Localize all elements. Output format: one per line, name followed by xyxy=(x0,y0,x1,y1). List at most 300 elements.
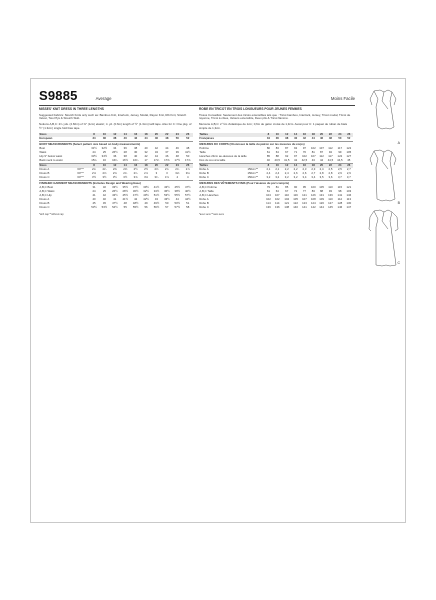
finished-value: 107 xyxy=(302,197,307,202)
finished-label: Robe A xyxy=(199,197,209,202)
size-value: 20 xyxy=(317,163,325,168)
measurement-value: 88 xyxy=(275,154,279,159)
measurement-value: 34½ xyxy=(101,154,108,159)
measurement-value: 44 xyxy=(320,158,324,163)
size-value: 22 xyxy=(326,133,335,137)
yardage-value: 3½ xyxy=(102,175,107,180)
measurement-value: 83 xyxy=(275,146,279,151)
yardage-label: Dress B xyxy=(39,171,50,176)
size-value: 10 xyxy=(273,133,282,137)
fabric-width: 150cm** xyxy=(247,175,259,180)
measurement-value: 40 xyxy=(144,146,148,151)
measurement-label: Bust xyxy=(39,146,45,151)
yardage-label: Robe C xyxy=(199,175,209,180)
finished-value: 45½ xyxy=(174,185,180,190)
finished-value: 45 xyxy=(92,201,96,206)
notions-fr: Mercerie A,B,C: 2 ½m d'élastique de 1cm; 0,6m de galon croisé de 1,3cm. Aussi pour C: 1 paquet de ruban de biais simple de 1,3cm. xyxy=(199,122,348,130)
size-value: 12 xyxy=(282,163,291,168)
difficulty-level-fr: Moins Facile xyxy=(330,96,355,101)
finished-value: 128 xyxy=(337,201,343,206)
measurement-label: Dos du cou à la taille xyxy=(199,158,226,163)
size-value: 26 xyxy=(182,163,193,168)
measurement-value: 99 xyxy=(338,150,342,155)
footnote-en: *with nap **without nap xyxy=(39,212,64,216)
view-c-label: C xyxy=(397,261,400,265)
finished-label: Robe C xyxy=(199,205,209,210)
footnote-fr: *avec sens **sans sens xyxy=(199,212,224,216)
finished-value: 47½ xyxy=(132,193,139,198)
finished-value: 42 xyxy=(134,197,138,202)
finished-value: 55 xyxy=(123,205,127,210)
finished-value: 43½ xyxy=(164,197,170,202)
measurement-value: 48 xyxy=(175,154,179,159)
finished-value: 116 xyxy=(293,193,298,198)
yardage-value: 3,4 xyxy=(302,175,307,180)
yardage-value: 2¾ xyxy=(123,171,128,176)
size-value: 20 xyxy=(151,133,161,137)
measurement-value: 38 xyxy=(134,146,138,151)
yardage-value: 2,1 xyxy=(275,167,280,172)
size-value: 8 xyxy=(89,163,99,168)
finished-value: 53½ xyxy=(101,205,108,210)
yardage-value: 2⅝ xyxy=(102,171,107,176)
finished-value: 49 xyxy=(144,201,148,206)
measurement-value: 46 xyxy=(165,154,169,159)
yardage-value: 2⅝ xyxy=(154,167,159,172)
european-value: 34 xyxy=(92,135,96,140)
finished-label: A,B,C Hip xyxy=(39,193,52,198)
finished-value: 144 xyxy=(319,205,324,210)
finished-value: 42 xyxy=(102,193,106,198)
yardage-value: 2,5 xyxy=(328,167,333,172)
view-a-drawing xyxy=(360,87,402,147)
finished-value: 112 xyxy=(337,197,343,202)
fabric-width: 150cm** xyxy=(247,167,259,172)
finished-value: 51 xyxy=(186,201,190,206)
finished-value: 57½ xyxy=(185,193,191,198)
measurement-value: 85 xyxy=(266,154,270,159)
measurement-value: 105 xyxy=(346,150,352,155)
finished-value: 81 xyxy=(275,185,279,190)
measurement-value: 26½ xyxy=(112,150,118,155)
finished-value: 50½ xyxy=(174,201,180,206)
size-value: 12 xyxy=(110,133,120,137)
finished-value: 93 xyxy=(328,189,332,194)
european-value: 44 xyxy=(311,135,315,140)
measurement-value: 40 xyxy=(266,158,270,163)
fabrics-en: Suggested Fabrics: Stretch Knits only such as: Bamboo Knit, Interlock, Jersey, Modal, Rayon Knit, Rib Knit, Stretch Velvet, Two Plys & Stretch Slub. xyxy=(39,112,187,121)
english-column xyxy=(39,108,193,217)
measurement-value: 17 xyxy=(144,158,148,163)
finished-value: 88 xyxy=(320,189,324,194)
size-value: 18 xyxy=(309,133,317,137)
yardage-value: 2,9 xyxy=(337,171,342,176)
european-value: 48 xyxy=(165,135,169,140)
finished-value: 48½ xyxy=(132,201,139,206)
yardage-value: 2⅝ xyxy=(112,171,117,176)
measurement-value: 36 xyxy=(113,154,117,159)
size-value: 16 xyxy=(300,163,309,168)
finished-value: 104 xyxy=(284,197,290,202)
finished-value: 26½ xyxy=(112,189,118,194)
size-value: 26 xyxy=(345,133,353,137)
size-value: 26 xyxy=(345,163,353,168)
yardage-label: Dress C xyxy=(39,175,50,180)
finished-value: 102 xyxy=(266,197,271,202)
finished-value: 136 xyxy=(274,205,280,210)
yardage-value: 3 xyxy=(155,171,158,176)
yardage-value: 3⅝ xyxy=(144,175,148,180)
measurement-value: 71 xyxy=(294,150,298,155)
finished-value: 113 xyxy=(346,197,352,202)
finished-value: 105 xyxy=(293,197,298,202)
finished-value: 123 xyxy=(302,201,307,206)
yardage-value: 3½ xyxy=(123,175,128,180)
measurement-value: 102 xyxy=(310,146,316,151)
finished-value: 32½ xyxy=(143,189,149,194)
garment-title-fr: ROBE EN TRICOT EN TROIS LONGUEURS POUR JEUNES FEMMES xyxy=(199,107,302,111)
measurement-label: Hip 9" below waist xyxy=(39,154,63,159)
size-label: Sizes xyxy=(39,163,77,168)
pattern-envelope-back xyxy=(30,78,406,523)
yardage-label: Dress A xyxy=(39,167,50,172)
size-value: 10 xyxy=(99,133,109,137)
yardage-value: 3⅝ xyxy=(133,175,138,180)
european-label: Françaises xyxy=(199,135,215,140)
measurement-value: 45 xyxy=(347,158,351,163)
measurement-value: 16½ xyxy=(122,158,128,163)
finished-value: 25 xyxy=(102,189,106,194)
yardage-label: Robe B xyxy=(199,171,209,176)
dress-a-icon xyxy=(360,87,402,147)
finished-value: 121 xyxy=(284,201,290,206)
measurement-value: 94 xyxy=(328,150,332,155)
measurement-value: 67 xyxy=(285,150,289,155)
finished-measurements-heading-text: MESURES DES VÊTEMENTS FINIS (Pour l'aisance du port compris) xyxy=(199,180,353,186)
finished-value: 44½ xyxy=(185,197,191,202)
measurement-value: 122 xyxy=(346,146,352,151)
finished-value: 40½ xyxy=(185,189,191,194)
size-value: 10 xyxy=(273,163,282,168)
european-value: 52 xyxy=(186,135,190,140)
measurement-value: 34 xyxy=(154,150,158,155)
finished-value: 136 xyxy=(328,193,333,198)
finished-label: Dress B xyxy=(39,201,50,206)
european-value: 50 xyxy=(338,135,342,140)
technical-drawings xyxy=(360,87,402,267)
measurement-value: 30 xyxy=(134,150,138,155)
size-value: 12 xyxy=(282,133,291,137)
measurement-value: 44 xyxy=(165,146,169,151)
finished-value: 45 xyxy=(102,201,106,206)
measurement-value: 97 xyxy=(294,154,298,159)
finished-label: A,B,C Taille xyxy=(199,189,214,194)
pattern-number: S9885 xyxy=(39,88,78,103)
finished-value: 61 xyxy=(266,189,270,194)
finished-value: 55½ xyxy=(174,193,180,198)
finished-value: 53½ xyxy=(164,193,170,198)
yardage-value: 3,4 xyxy=(311,175,316,180)
size-value: 10 xyxy=(99,163,109,168)
size-value: 20 xyxy=(151,163,161,168)
size-value: 22 xyxy=(162,133,172,137)
measurement-value: 16¼ xyxy=(112,158,118,163)
european-value: 44 xyxy=(144,135,148,140)
measurement-value: 117 xyxy=(337,146,343,151)
finished-value: 45½ xyxy=(122,193,128,198)
size-value: 16 xyxy=(130,133,140,137)
finished-value: 126 xyxy=(310,193,316,198)
size-value: 22 xyxy=(326,163,335,168)
finished-label: Dress A xyxy=(39,197,50,202)
yardage-value: 3⅛ xyxy=(185,171,190,176)
finished-value: 127 xyxy=(328,201,333,206)
finished-value: 43½ xyxy=(164,185,170,190)
finished-value: 109 xyxy=(319,197,324,202)
finished-value: 55½ xyxy=(132,205,139,210)
measurement-value: 42,5 xyxy=(301,158,308,163)
size-label: Tailles xyxy=(199,133,247,137)
yardage-value: 2⅞ xyxy=(144,171,148,176)
yardage-value: 3,6 xyxy=(328,175,333,180)
yardage-value: 2,4 xyxy=(275,171,280,176)
european-value: 42 xyxy=(302,135,306,140)
measurement-label: Hanches 23cm au-dessous de la taille xyxy=(199,154,247,159)
finished-label: A,B,C Bust xyxy=(39,185,54,190)
measurement-value: 107 xyxy=(310,154,316,159)
size-value: 24 xyxy=(172,163,182,168)
finished-value: 85 xyxy=(285,185,289,190)
finished-value: 33½ xyxy=(112,185,118,190)
european-value: 40 xyxy=(294,135,298,140)
finished-value: 56 xyxy=(144,205,148,210)
yardage-value: 2,7 xyxy=(311,171,316,176)
finished-value: 41½ xyxy=(122,197,128,202)
finished-value: 32 xyxy=(102,185,106,190)
measurement-value: 87 xyxy=(320,150,324,155)
measurement-value: 42 xyxy=(144,154,148,159)
finished-label: A,B,C Poitrine xyxy=(199,185,217,190)
finished-value: 43½ xyxy=(112,193,118,198)
measurement-value: 16 xyxy=(102,158,106,163)
view-a-label: A xyxy=(397,141,400,145)
measurement-value: 43 xyxy=(311,158,315,163)
garment-title-en: MISSES' KNIT DRESS IN THREE LENGTHS xyxy=(39,107,104,111)
measurement-value: 31½ xyxy=(91,146,97,151)
yardage-value: 2½ xyxy=(133,167,138,172)
european-value: 50 xyxy=(175,135,179,140)
view-c-drawing xyxy=(360,207,402,267)
measurement-value: 40 xyxy=(134,154,138,159)
measurement-value: 32½ xyxy=(101,146,108,151)
finished-value: 110 xyxy=(328,185,333,190)
finished-measurements-heading-text: FINISHED GARMENT MEASUREMENTS (Includes Design and Wearing Ease) xyxy=(39,180,193,186)
finished-value: 41 xyxy=(92,193,96,198)
size-chart-fr xyxy=(199,133,353,210)
measurement-value: 81 xyxy=(311,150,315,155)
measurement-value: 24 xyxy=(92,150,96,155)
finished-value: 40 xyxy=(92,197,96,202)
finished-value: 37½ xyxy=(132,185,139,190)
finished-value: 47½ xyxy=(185,185,191,190)
yardage-value: 3,2 xyxy=(266,175,271,180)
measurement-value: 28 xyxy=(123,150,127,155)
finished-value: 115 xyxy=(337,185,343,190)
finished-value: 141 xyxy=(302,205,307,210)
yardage-value: 2¾ xyxy=(175,167,180,172)
yardage-value: 2⅜ xyxy=(123,167,128,172)
size-value: 16 xyxy=(300,133,309,137)
finished-value: 24 xyxy=(92,189,96,194)
yardage-value: 3,2 xyxy=(275,175,280,180)
measurement-value: 48 xyxy=(186,146,190,151)
size-value: 18 xyxy=(141,163,151,168)
yardage-value: 2⅝ xyxy=(92,171,96,176)
finished-value: 145 xyxy=(328,205,333,210)
fabric-width: 60"** xyxy=(77,167,84,172)
finished-label: Robe B xyxy=(199,201,209,206)
width-spacer xyxy=(247,206,264,210)
finished-value: 131 xyxy=(319,193,324,198)
finished-value: 122 xyxy=(293,201,298,206)
yardage-value: 2⅞ xyxy=(185,167,190,172)
european-label: European xyxy=(39,135,53,140)
size-value: 14 xyxy=(291,133,299,137)
measurement-value: 39 xyxy=(175,150,179,155)
finished-value: 72 xyxy=(294,189,298,194)
european-value: 46 xyxy=(320,135,324,140)
finished-value: 43 xyxy=(154,197,158,202)
yardage-value: 3,2 xyxy=(284,175,289,180)
european-value: 36 xyxy=(275,135,279,140)
size-value: 18 xyxy=(141,133,151,137)
header xyxy=(39,88,355,103)
finished-label: A,B,C Waist xyxy=(39,189,55,194)
measurement-label: Poitrine xyxy=(199,146,209,151)
difficulty-level-en: Average xyxy=(95,96,112,101)
measurement-value: 87 xyxy=(285,146,289,151)
measurement-label: Back neck to waist xyxy=(39,158,63,163)
measurement-value: 122 xyxy=(337,154,343,159)
size-value: 26 xyxy=(182,133,193,137)
measurement-value: 38 xyxy=(123,154,127,159)
european-value: 52 xyxy=(347,135,351,140)
finished-value: 114 xyxy=(275,201,280,206)
yardage-value: 2¼ xyxy=(102,167,107,172)
finished-value: 142 xyxy=(310,205,316,210)
european-value: 34 xyxy=(266,135,270,140)
measurement-value: 41½ xyxy=(185,150,191,155)
yardage-value: 2⅜ xyxy=(112,167,117,172)
european-value: 38 xyxy=(285,135,289,140)
finished-value: 39½ xyxy=(143,185,149,190)
finished-value: 100 xyxy=(310,185,316,190)
finished-value: 67 xyxy=(285,189,289,194)
measurement-value: 102 xyxy=(302,154,307,159)
measurement-label: Waist xyxy=(39,150,47,155)
size-value: 14 xyxy=(120,163,130,168)
view-b-label: B xyxy=(397,201,400,205)
yardage-value: 3⅛ xyxy=(175,171,180,176)
fabric-width: 60"** xyxy=(77,175,84,180)
yardage-label: Robe A xyxy=(199,167,209,172)
finished-value: 49½ xyxy=(143,193,149,198)
yardage-value: 2,6 xyxy=(293,171,298,176)
body-measurements-heading-text: BODY MEASUREMENTS (Select pattern size based on body measurements) xyxy=(39,141,193,147)
measurement-value: 92 xyxy=(285,154,289,159)
size-value: 8 xyxy=(264,133,272,137)
finished-value: 77 xyxy=(302,189,306,194)
size-value: 20 xyxy=(317,133,325,137)
finished-value: 90 xyxy=(294,185,298,190)
finished-value: 146 xyxy=(337,205,343,210)
measurement-value: 17⅜ xyxy=(164,158,170,163)
measurement-value: 17⅝ xyxy=(185,158,191,163)
finished-value: 110 xyxy=(328,197,333,202)
measurement-value: 17½ xyxy=(174,158,180,163)
yardage-value: 2,7 xyxy=(346,167,351,172)
measurement-value: 36 xyxy=(123,146,127,151)
measurement-value: 44,5 xyxy=(337,158,343,163)
fabric-width: 60"** xyxy=(77,171,84,176)
european-value: 48 xyxy=(328,135,332,140)
finished-value: 146 xyxy=(346,193,352,198)
yardage-value: 2,9 xyxy=(346,171,351,176)
measurement-value: 46 xyxy=(175,146,179,151)
size-value: 12 xyxy=(110,163,120,168)
finished-value: 95 xyxy=(302,185,306,190)
european-value: 40 xyxy=(123,135,127,140)
yardage-value: 2,6 xyxy=(302,171,307,176)
measurement-value: 76 xyxy=(302,150,306,155)
measurement-value: 42 xyxy=(294,158,298,163)
size-value: 24 xyxy=(172,133,182,137)
yardage-value: 2,1 xyxy=(266,167,271,172)
finished-value: 141 xyxy=(337,193,343,198)
finished-value: 140 xyxy=(293,205,298,210)
measurement-value: 44 xyxy=(154,154,158,159)
yardage-value: 2,5 xyxy=(337,167,342,172)
finished-value: 50 xyxy=(165,201,169,206)
yardage-value: 2,4 xyxy=(319,167,324,172)
finished-value: 49½ xyxy=(153,201,160,206)
finished-value: 147 xyxy=(346,205,352,210)
fabrics-fr: Tissus Conseillés: Seulement des tricots extensibles tels que : Tricot bambou, Interlock, Jersey, Tricot modal, Tricot de rayonne, Tricot à côtes, Velours extensible, Deux plis & Tricot flammé. xyxy=(199,112,351,121)
yardage-value: 3½ xyxy=(92,175,96,180)
size-value: 14 xyxy=(291,163,299,168)
finished-value: 114 xyxy=(266,201,271,206)
measurement-value: 127 xyxy=(346,154,352,159)
finished-value: 53½ xyxy=(91,205,97,210)
size-value: 16 xyxy=(130,163,140,168)
finished-value: 104 xyxy=(266,193,271,198)
finished-value: 38½ xyxy=(174,189,180,194)
view-b-drawing xyxy=(360,147,402,207)
finished-value: 105 xyxy=(319,185,324,190)
size-value: 24 xyxy=(335,163,344,168)
measurement-value: 40,5 xyxy=(274,158,280,163)
finished-value: 34½ xyxy=(153,189,160,194)
french-column xyxy=(199,108,353,217)
finished-value: 107 xyxy=(274,193,280,198)
finished-label: Dress C xyxy=(39,205,50,210)
finished-value: 110 xyxy=(284,193,289,198)
measurement-value: 37 xyxy=(165,150,169,155)
measurement-value: 112 xyxy=(319,154,324,159)
european-value: 46 xyxy=(154,135,158,140)
size-value: 22 xyxy=(162,163,172,168)
finished-value: 57 xyxy=(165,205,169,210)
